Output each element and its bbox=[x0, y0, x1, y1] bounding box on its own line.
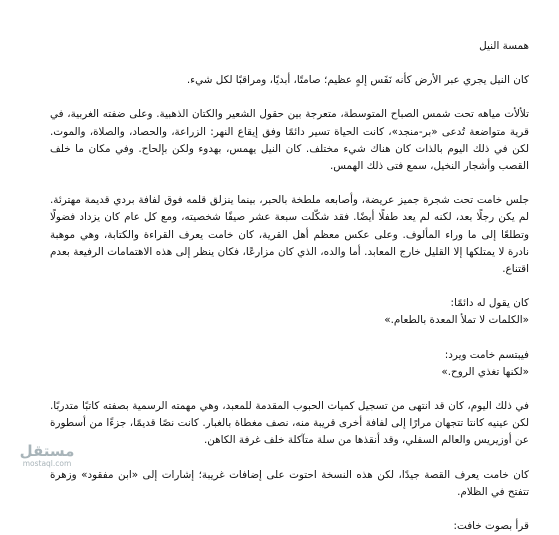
document-title: همسة النيل bbox=[479, 40, 529, 52]
paragraph-1: كان النيل يجري عبر الأرض كأنه نَفَس إلهٍ عظيم؛ صامتًا، أبديًا، ومراقبًا لكل شيء. bbox=[186, 74, 529, 87]
paragraph-3: جلس خامت تحت شجرة جميز عريضة، وأصابعه ملطخة بالحبر، بينما ينزلق قلمه فوق لفافة بردي قديمة مهترئة. لم يكن رجلًا بعد، لكنه لم يعد طفلًا أيضًا. فقد شكّلت سبعة عشر صيفًا شخصيته، ومع كل عام كان يزداد فضولًا وتطلعًا إلى ما وراء المألوف. وعلى عكس معظم أهل القرية، كان خامت يعرف القراءة والكتابة، وهي موهبة نادرة لا يمتلكها إلا القليل خارج المعابد. أما والده، الذي كان مزارعًا، فكان ينظر إلى هذه الاهتمامات الرفيعة بعدم اقتناع. bbox=[50, 194, 529, 276]
last-line: قرأ بصوت خافت: bbox=[453, 520, 529, 533]
document-body bbox=[50, 38, 529, 535]
quote-1-intro: كان يقول له دائمًا: bbox=[450, 297, 529, 310]
paragraph-5: كان خامت يعرف القصة جيدًا، لكن هذه النسخة احتوت على إضافات غريبة؛ إشارات إلى «ابن مفقود» وزهرة تتفتح في الظلام. bbox=[50, 468, 529, 498]
paragraph-4: في ذلك اليوم، كان قد انتهى من تسجيل كميات الحبوب المقدمة للمعبد، وهي مهمته الرسمية بصفته كاتبًا متدربًا. لكن عينيه كانتا تتجهان مرارًا إلى لفافة أخرى قريبة منه، نصف مغطاة بالغبار. كانت نصًا قديمًا، جزءًا من أسطورة عن أوزيريس والعالم السفلي، وقد أنقذها من سلة متآكلة خلف غرفة الكاهن. bbox=[50, 400, 529, 447]
quote-2: «لكنها تغذي الروح.» bbox=[441, 365, 529, 378]
watermark-url: mostaql.com bbox=[22, 459, 72, 468]
watermark-logo: مستقل bbox=[19, 442, 75, 460]
quote-2-intro: فيبتسم خامت ويرد: bbox=[444, 348, 529, 361]
quote-1: «الكلمات لا تملأ المعدة بالطعام.» bbox=[384, 314, 529, 327]
paragraph-2: تلألأت مياهه تحت شمس الصباح المتوسطة، متعرجة بين حقول الشعير والكتان الذهبية. وعلى ضفته الغربية، في قرية متواضعة تُدعى «بر-منجد»، كانت الحياة تسير دائمًا وفق إيقاع النهر: الزراعة، والحصاد، والصلاة، والموت. لكن في ذلك اليوم بالذات كان هناك شيء مختلف. كان النيل يهمس، بهدوء ولكن بإلحاح. وفي مكان ما خلف القصب وأشجار النخيل، سمع فتى ذلك الهمس. bbox=[50, 108, 529, 173]
mostaql-watermark bbox=[16, 443, 78, 475]
